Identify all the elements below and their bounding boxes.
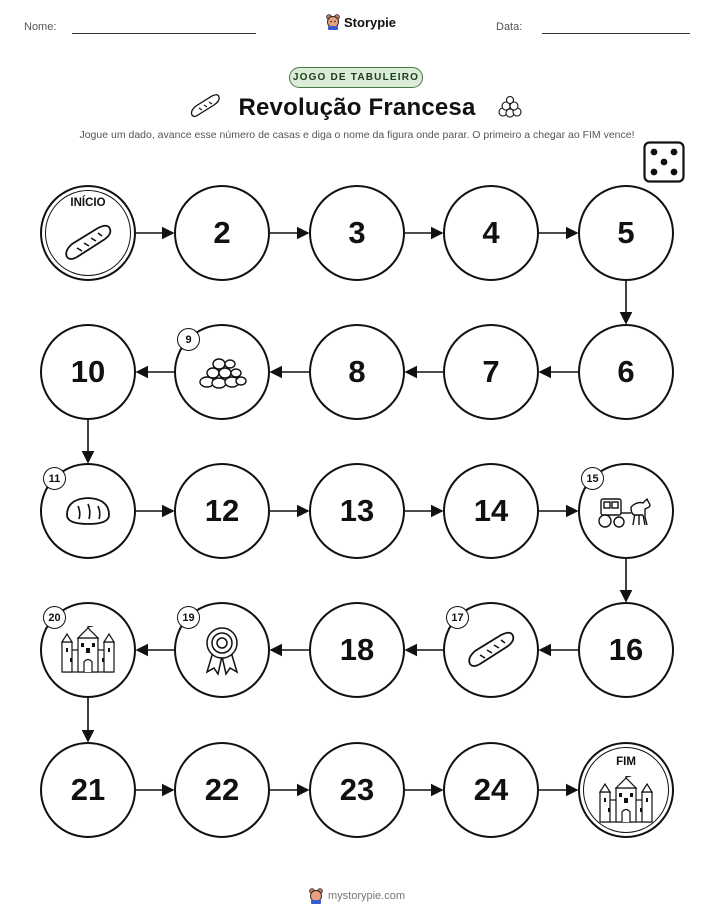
date-label: Data: [496,21,523,33]
board-space-6 [578,324,674,420]
castle-icon [60,626,116,674]
board-space-23 [309,742,405,838]
bread-icon [63,493,113,529]
space-number: 13 [339,493,375,528]
space-number: 4 [482,215,500,250]
space-number: 23 [339,772,375,807]
footer [0,888,714,904]
board-space-3 [309,185,405,281]
space-number: 2 [213,215,231,250]
board-space-22 [174,742,270,838]
space-number: 12 [204,493,240,528]
finish-label: FIM [616,756,636,768]
start-space [40,185,136,281]
space-number: 18 [339,632,375,667]
space-number-badge: 19 [177,606,200,629]
space-number: 22 [204,772,240,807]
instructions: Jogue um dado, avance esse número de casas e diga o nome da figura onde parar. O primeiro a chegar ao FIM vence! [79,129,635,141]
space-number-badge: 15 [581,467,604,490]
space-number: 21 [70,772,106,807]
board-space-8 [309,324,405,420]
baguette-icon [465,630,517,670]
board-space-7 [443,324,539,420]
space-number-badge: 17 [446,606,469,629]
space-number: 16 [608,632,644,667]
game-type-badge: JOGO DE TABULEIRO [289,67,423,88]
board-space-16 [578,602,674,698]
space-number: 14 [473,493,509,528]
board-space-4 [443,185,539,281]
space-number: 3 [348,215,366,250]
bear-icon [309,888,323,904]
rosette-icon [201,624,243,676]
board-space-18 [309,602,405,698]
board-space-10 [40,324,136,420]
rubble-icon [195,352,249,392]
space-number: 24 [473,772,509,807]
space-number: 10 [70,354,106,389]
board-space-2 [174,185,270,281]
baguette-icon [62,223,114,263]
footer-url[interactable]: mystorypie.com [327,890,406,902]
space-number: 5 [617,215,635,250]
board-space-12 [174,463,270,559]
space-number-badge: 9 [177,328,200,351]
board-space-14 [443,463,539,559]
space-number: 8 [348,354,366,389]
board-space-13 [309,463,405,559]
carriage-icon [595,491,657,531]
space-number-badge: 20 [43,606,66,629]
start-label: INÍCIO [70,197,106,209]
space-number-badge: 11 [43,467,66,490]
board-space-21 [40,742,136,838]
brand-name: Storypie [344,14,397,30]
finish-space [578,742,674,838]
name-label: Nome: [24,21,57,33]
space-number: 6 [617,354,635,389]
board-space-5 [578,185,674,281]
castle-icon [598,776,654,824]
space-number: 7 [482,354,500,389]
board-space-24 [443,742,539,838]
page-title: Revolução Francesa [238,94,476,121]
